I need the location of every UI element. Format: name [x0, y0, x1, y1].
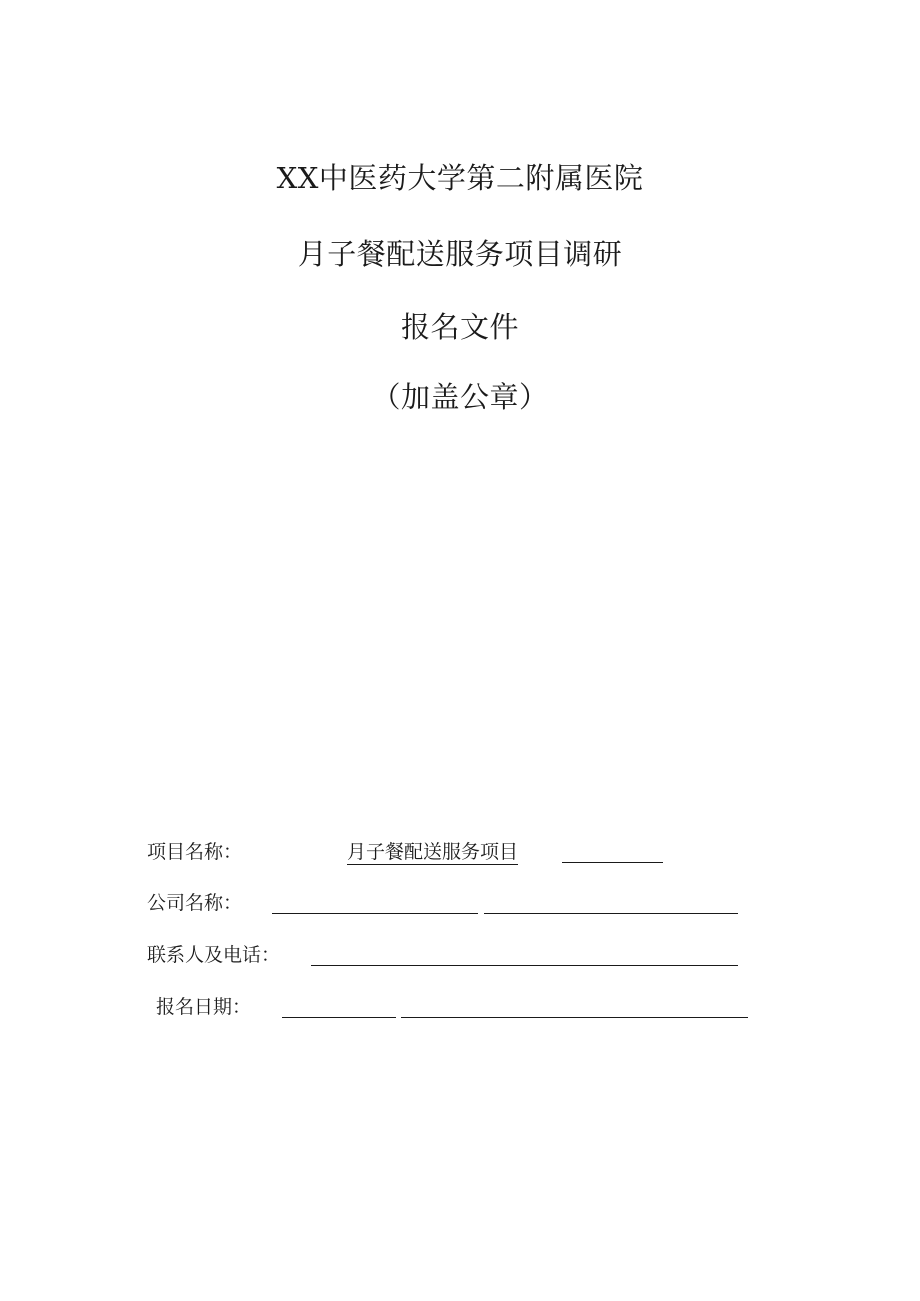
contact-label: 联系人及电话： [147, 944, 281, 966]
project-name-label: 项目名称： [147, 841, 243, 863]
document-type-title: 报名文件 [400, 310, 519, 344]
date-field-line-2[interactable] [401, 1017, 748, 1018]
hospital-title: XX中医药大学第二附属医院 [276, 161, 644, 195]
date-field-line[interactable] [282, 1017, 396, 1018]
project-title: 月子餐配送服务项目调研 [297, 237, 623, 271]
contact-field-line[interactable] [311, 965, 738, 966]
company-name-label: 公司名称： [147, 892, 243, 914]
project-name-blank-line [562, 862, 663, 863]
company-name-field-line-2[interactable] [484, 913, 738, 914]
seal-note: （加盖公章） [371, 380, 549, 414]
date-label: 报名日期： [156, 996, 252, 1018]
company-name-field-line[interactable] [272, 913, 478, 914]
project-name-value: 月子餐配送服务项目 [347, 841, 519, 863]
